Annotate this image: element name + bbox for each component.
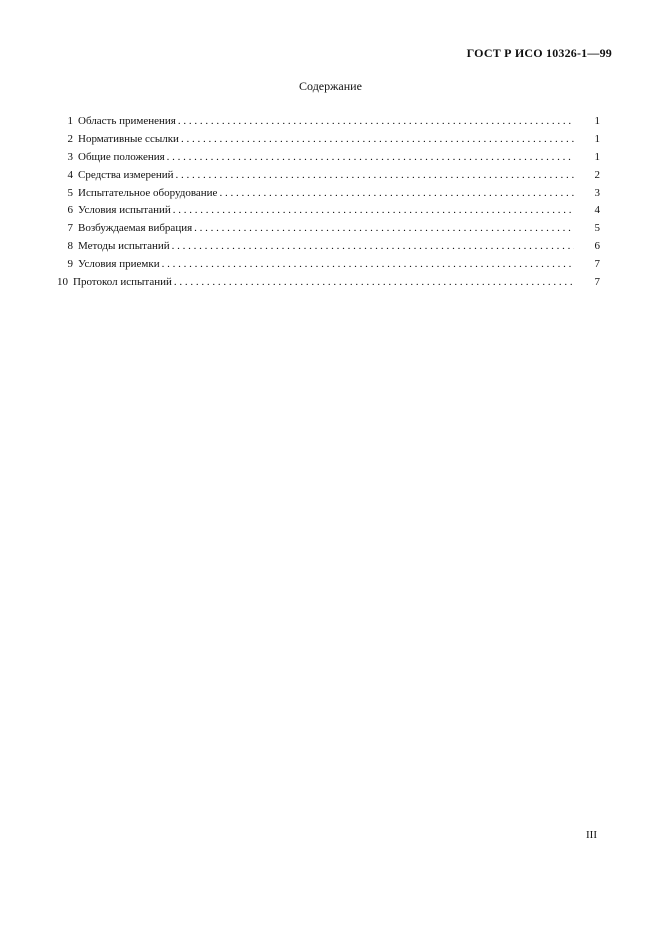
toc-leader-dots [174, 276, 574, 288]
document-id-header: ГОСТ Р ИСО 10326-1—99 [466, 46, 612, 60]
toc-entry[interactable] [62, 169, 600, 187]
toc-entry-page: 1 [594, 150, 600, 163]
toc-entry-label: Возбуждаемая вибрация [78, 222, 193, 235]
toc-entry-page: 6 [594, 240, 600, 253]
toc-entry[interactable] [62, 258, 600, 276]
toc-entry-page: 4 [594, 204, 600, 217]
toc-entry[interactable] [62, 187, 600, 205]
toc-leader-dots [178, 115, 574, 127]
toc-entry-number: 8 [67, 240, 73, 253]
toc-leader-dots [176, 169, 574, 181]
toc-entry[interactable] [62, 240, 600, 258]
toc-entry-page: 3 [594, 186, 600, 199]
toc-entry-label: Область применения [78, 115, 176, 127]
toc-entry-label: Протокол испытаний [73, 276, 172, 289]
toc-entry-label: Испытательное оборудование [78, 186, 218, 199]
toc-entry-label: Условия приемки [78, 258, 160, 271]
toc-entry-number: 7 [67, 222, 73, 235]
toc-entry-number: 1 [67, 115, 73, 127]
toc-entry[interactable] [62, 115, 600, 133]
toc-entry-number: 2 [67, 132, 73, 145]
toc-entry-page: 1 [594, 132, 600, 145]
toc-leader-dots [172, 240, 574, 252]
toc-entry[interactable] [62, 151, 600, 169]
toc-entry[interactable] [57, 276, 600, 294]
page-number: III [586, 829, 597, 841]
toc-leader-dots [173, 204, 574, 216]
toc-entry[interactable] [62, 133, 600, 151]
toc-leader-dots [181, 133, 574, 145]
toc-entry-page: 7 [594, 258, 600, 271]
toc-entry-number: 5 [67, 186, 73, 199]
toc-entry[interactable] [62, 204, 600, 222]
toc-entry[interactable] [62, 222, 600, 240]
toc-entry-page: 5 [594, 222, 600, 235]
toc-entry-page: 1 [594, 115, 600, 127]
toc-entry-number: 10 [57, 276, 68, 289]
toc-leader-dots [167, 151, 574, 163]
toc-entry-number: 4 [67, 168, 73, 181]
toc-entry-label: Условия испытаний [78, 204, 171, 217]
toc-title: Содержание [299, 79, 362, 93]
toc-leader-dots [162, 258, 574, 270]
toc-entry-label: Нормативные ссылки [78, 132, 179, 145]
toc-entry-label: Методы испытаний [78, 240, 170, 253]
toc-entry-page: 2 [594, 168, 600, 181]
toc-leader-dots [194, 222, 574, 234]
toc-entry-page: 7 [594, 276, 600, 289]
toc-entry-label: Средства измерений [78, 168, 174, 181]
toc-entry-number: 6 [67, 204, 73, 217]
toc-entry-label: Общие положения [78, 150, 165, 163]
table-of-contents [57, 115, 600, 294]
toc-entry-number: 3 [67, 150, 73, 163]
toc-leader-dots [219, 187, 574, 199]
toc-entry-number: 9 [67, 258, 73, 271]
